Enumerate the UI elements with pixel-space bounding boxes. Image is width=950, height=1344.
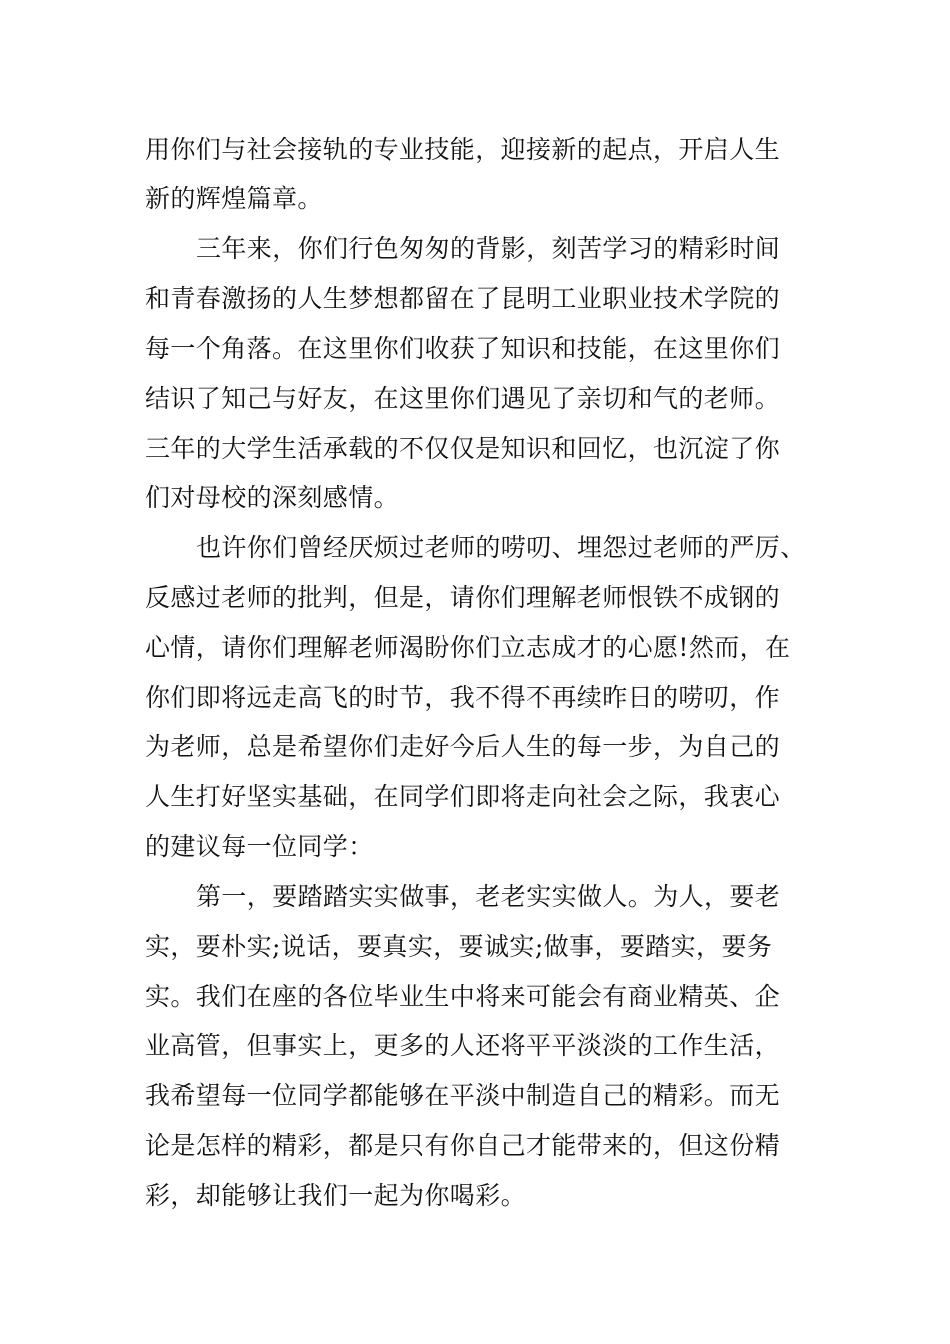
text-line: 业高管，但事实上，更多的人还将平平淡淡的工作生活， — [145, 1031, 781, 1060]
text-line: 每一个角落。在这里你们收获了知识和技能，在这里你们 — [145, 334, 781, 363]
text-line: 用你们与社会接轨的专业技能，迎接新的起点，开启人生 — [145, 135, 781, 164]
paragraph-first-line: 三年来，你们行色匆匆的背影，刻苦学习的精彩时间 — [196, 234, 781, 263]
paragraph-first-line: 第一，要踏踏实实做事，老老实实做人。为人，要老 — [196, 882, 781, 911]
text-line: 和青春激扬的人生梦想都留在了昆明工业职业技术学院的 — [145, 284, 781, 313]
paragraph-first-line: 也许你们曾经厌烦过老师的唠叨、埋怨过老师的严厉、 — [196, 533, 806, 562]
text-line: 彩，却能够让我们一起为你喝彩。 — [145, 1181, 527, 1210]
text-line: 们对母校的深刻感情。 — [145, 483, 400, 512]
text-line: 论是怎样的精彩，都是只有你自己才能带来的，但这份精 — [145, 1131, 781, 1160]
text-line: 实。我们在座的各位毕业生中将来可能会有商业精英、企 — [145, 982, 781, 1011]
text-line: 结识了知己与好友，在这里你们遇见了亲切和气的老师。 — [145, 384, 781, 413]
text-line: 反感过老师的批判，但是，请你们理解老师恨铁不成钢的 — [145, 583, 781, 612]
text-line: 三年的大学生活承载的不仅仅是知识和回忆，也沉淀了你 — [145, 434, 781, 463]
text-line: 的建议每一位同学： — [145, 832, 374, 861]
text-line: 人生打好坚实基础，在同学们即将走向社会之际，我衷心 — [145, 782, 781, 811]
text-line: 我希望每一位同学都能够在平淡中制造自己的精彩。而无 — [145, 1081, 781, 1110]
text-line: 心情，请你们理解老师渴盼你们立志成才的心愿!然而，在 — [145, 633, 791, 662]
text-line: 新的辉煌篇章。 — [145, 184, 323, 213]
text-line: 实，要朴实;说话，要真实，要诚实;做事，要踏实，要务 — [145, 932, 773, 961]
text-line: 为老师，总是希望你们走好今后人生的每一步，为自己的 — [145, 732, 781, 761]
text-line: 你们即将远走高飞的时节，我不得不再续昨日的唠叨，作 — [145, 683, 781, 712]
